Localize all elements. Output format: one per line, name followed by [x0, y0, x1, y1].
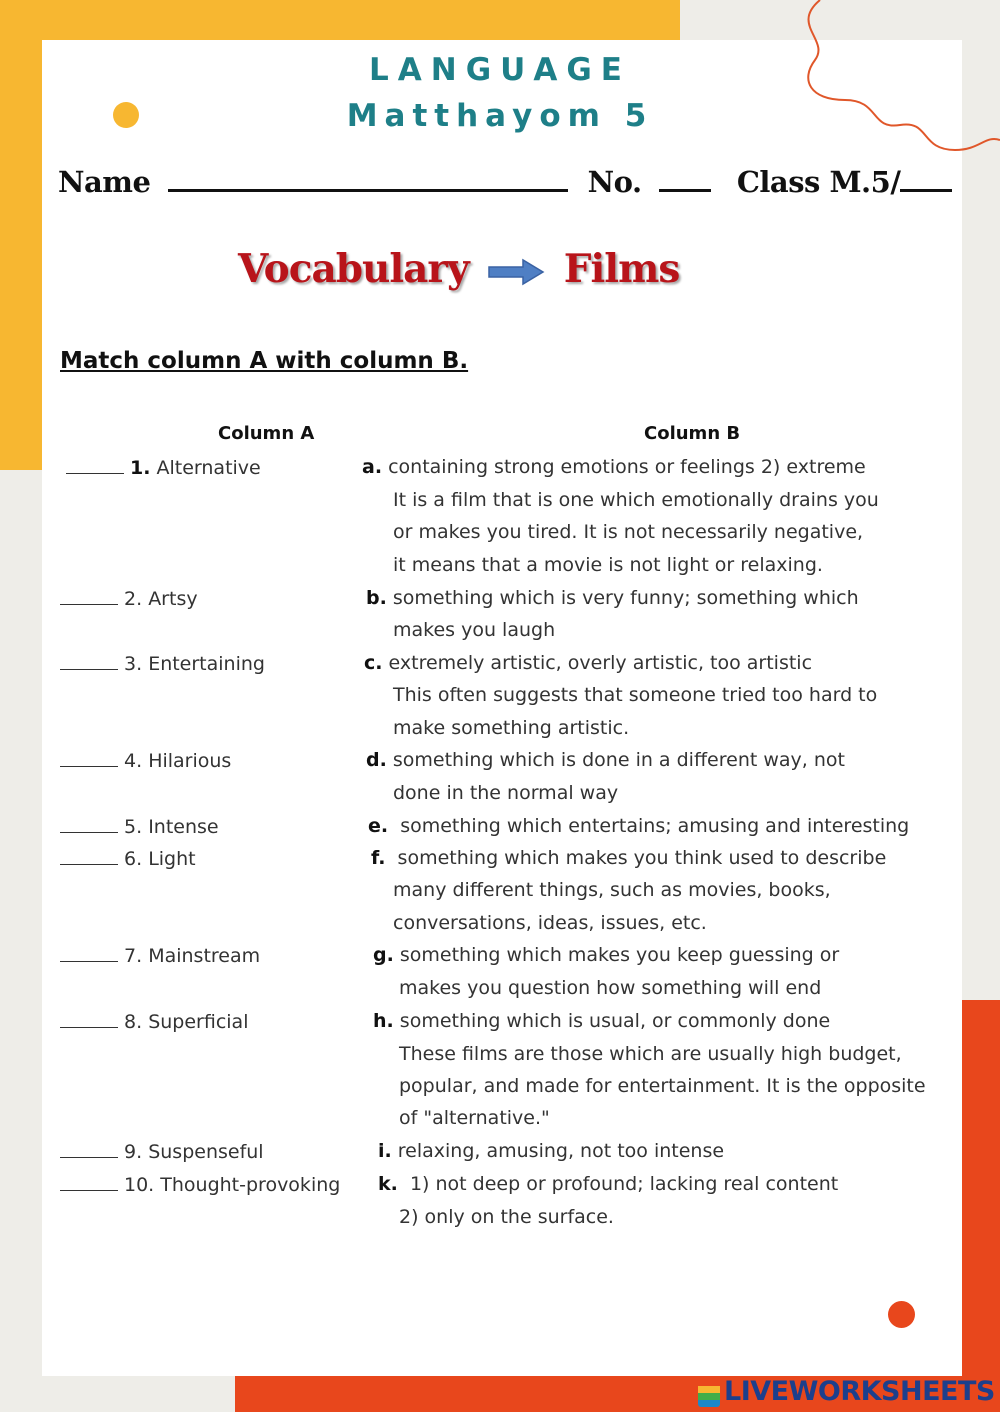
definition-line: something which is done in a different way, not: [392, 749, 845, 771]
definition-line: 2) only on the surface.: [399, 1206, 614, 1228]
definition-letter: e.: [368, 815, 389, 837]
definition-letter: c.: [364, 652, 383, 674]
definition-letter: k.: [378, 1173, 398, 1195]
definition-line: conversations, ideas, issues, etc.: [393, 912, 707, 934]
column-b-definition-h: [373, 1009, 830, 1033]
class-field[interactable]: [900, 163, 952, 192]
definition-letter: g.: [373, 944, 394, 966]
definition-line: 1) not deep or profound; lacking real content: [409, 1173, 839, 1195]
definition-letter: i.: [378, 1140, 392, 1162]
answer-blank[interactable]: [60, 1139, 118, 1158]
definition-line: makes you laugh: [393, 619, 556, 641]
item-word: Hilarious: [148, 750, 232, 772]
worksheet-title: [238, 246, 679, 292]
item-number: 8.: [124, 1011, 143, 1033]
answer-blank[interactable]: [60, 586, 118, 605]
definition-line: something which makes you keep guessing or: [399, 944, 840, 966]
column-a-item: [60, 1139, 264, 1164]
number-label: No.: [587, 165, 642, 199]
definition-line: relaxing, amusing, not too intense: [397, 1140, 725, 1162]
item-number: 2.: [124, 588, 143, 610]
item-number: 9.: [124, 1141, 143, 1163]
definition-letter: a.: [362, 456, 383, 478]
answer-blank[interactable]: [60, 748, 118, 767]
definition-line: something which is usual, or commonly done: [399, 1010, 831, 1032]
definition-line: of "alternative.": [399, 1107, 550, 1129]
item-number: 6.: [124, 848, 143, 870]
column-b-definition-a: [362, 455, 866, 479]
definition-line: many different things, such as movies, books,: [393, 879, 831, 901]
column-b-definition-b: [366, 586, 859, 610]
definition-line: something which makes you think used to describe: [397, 847, 887, 869]
item-word: Light: [148, 848, 196, 870]
definition-letter: f.: [371, 847, 386, 869]
definition-line: containing strong emotions or feelings 2) extreme: [388, 456, 866, 478]
logo-text: LIVEWORKSHEETS: [724, 1376, 995, 1407]
column-a-item: [60, 846, 196, 871]
definition-line: makes you question how something will end: [399, 977, 822, 999]
name-field[interactable]: [168, 163, 568, 192]
answer-blank[interactable]: [60, 1172, 118, 1191]
name-label: Name: [58, 165, 151, 199]
definition-line: make something artistic.: [393, 717, 630, 739]
column-b-definition-k: [378, 1172, 838, 1196]
item-number: 3.: [124, 653, 143, 675]
title-vocabulary: Vocabulary: [238, 246, 469, 292]
item-number: 7.: [124, 945, 143, 967]
definition-line: It is a film that is one which emotionally drains you: [393, 489, 879, 511]
definition-line: These films are those which are usually high budget,: [399, 1043, 902, 1065]
item-word: Intense: [148, 816, 219, 838]
column-b-definition-g: [373, 943, 839, 967]
definition-line: or makes you tired. It is not necessarily negative,: [393, 521, 864, 543]
column-a-item: [60, 814, 219, 839]
item-word: Superficial: [148, 1011, 249, 1033]
number-field[interactable]: [659, 163, 711, 192]
definition-line: something which entertains; amusing and interesting: [400, 815, 910, 837]
definition-line: extremely artistic, overly artistic, too artistic: [388, 652, 813, 674]
column-b-definition-f: [371, 846, 886, 870]
column-b-definition-d: [366, 748, 845, 772]
column-b-header: Column B: [644, 423, 741, 444]
column-a-item: [60, 748, 231, 773]
definition-line: done in the normal way: [393, 782, 619, 804]
answer-blank[interactable]: [60, 814, 118, 833]
definition-letter: h.: [373, 1010, 394, 1032]
answer-blank[interactable]: [60, 651, 118, 670]
column-a-item: [60, 943, 260, 968]
item-number: 5.: [124, 816, 143, 838]
item-number: 10.: [124, 1174, 155, 1196]
column-b-definition-c: [364, 651, 812, 675]
instruction-text: Match column A with column B.: [60, 348, 469, 374]
item-number: 1.: [130, 457, 151, 479]
right-arrow-icon: [487, 257, 545, 287]
definition-letter: b.: [366, 587, 387, 609]
definition-line: something which is very funny; something which: [392, 587, 859, 609]
column-a-item: [66, 455, 261, 480]
definition-line: popular, and made for entertainment. It is the opposite: [399, 1075, 926, 1097]
item-word: Entertaining: [148, 653, 265, 675]
answer-blank[interactable]: [60, 943, 118, 962]
definition-letter: d.: [366, 749, 387, 771]
column-a-item: [60, 586, 198, 611]
column-b-definition-i: [378, 1139, 724, 1163]
definition-line: it means that a movie is not light or relaxing.: [393, 554, 823, 576]
item-word: Thought-provoking: [160, 1174, 341, 1196]
class-label: Class M.5/: [736, 165, 901, 199]
column-b-definition-e: [368, 814, 909, 838]
subject-heading: LANGUAGE: [369, 52, 631, 88]
liveworksheets-logo[interactable]: [698, 1376, 995, 1407]
column-a-item: [60, 1009, 248, 1034]
item-word: Alternative: [156, 457, 261, 479]
answer-blank[interactable]: [60, 1009, 118, 1028]
definition-line: This often suggests that someone tried too hard to: [393, 684, 878, 706]
answer-blank[interactable]: [66, 455, 124, 474]
decorative-dot-orange: [888, 1301, 915, 1328]
liveworksheets-mark-icon: [698, 1379, 720, 1407]
item-word: Artsy: [148, 588, 198, 610]
title-films: Films: [563, 246, 680, 292]
answer-blank[interactable]: [60, 846, 118, 865]
column-a-item: [60, 651, 265, 676]
item-number: 4.: [124, 750, 143, 772]
column-a-header: Column A: [218, 423, 315, 444]
column-a-item: [60, 1172, 340, 1197]
item-word: Suspenseful: [148, 1141, 264, 1163]
grade-heading: Matthayom 5: [346, 98, 654, 134]
item-word: Mainstream: [148, 945, 261, 967]
student-info-line: [58, 163, 952, 199]
